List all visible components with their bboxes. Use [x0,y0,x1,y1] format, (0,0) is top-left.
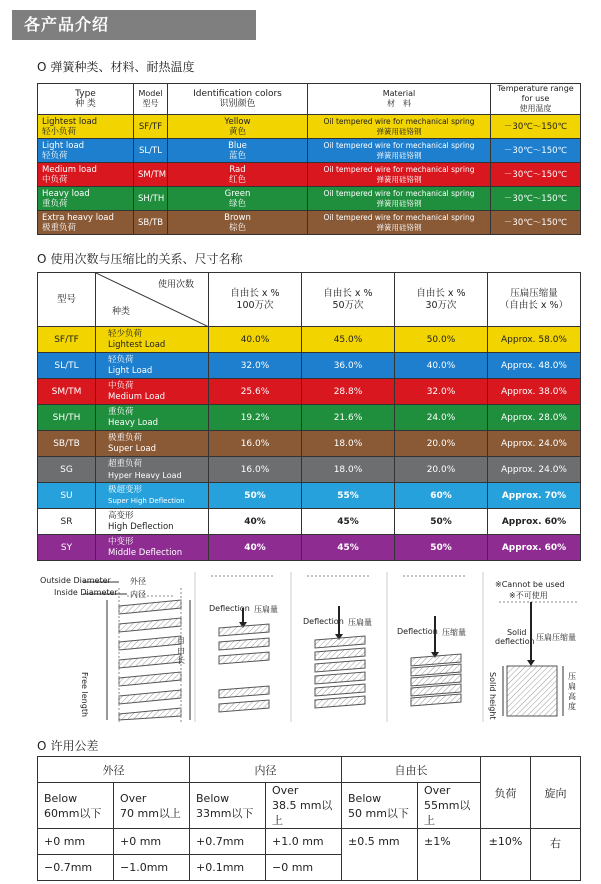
table-header-row [38,273,581,327]
spring-dimension-diagram [37,572,580,728]
solid-deflection-zh: 压扁压缩量 [536,633,576,642]
deflection-zh-1: 压扁量 [254,605,278,614]
deflection-label-1: Deflection [209,604,250,613]
table-row: SG 超重负荷 Hyper Heavy Load 16.0% 18.0% 20.0% Approx. 24.0% [38,457,581,483]
deflection-zh-2: 压扁量 [348,618,372,627]
outside-diameter-zh: 外径 [130,577,146,586]
cannot-be-used-label: ※Cannot be used [495,580,565,589]
header-30w: 自由长 x % 30万次 [395,273,488,327]
table-row: SU 极超变形 Super High Deflection 50% 55% 60% Approx. 70% [38,483,581,509]
free-length-label: Free length [80,672,89,718]
cannot-be-used-zh: ※不可使用 [509,591,548,600]
table-row: SY 中变形 Middle Deflection 40% 45% 50% Approx. 60% [38,535,581,561]
table-row: Heavy load 重负荷 SH/TH Green 绿色 Oil tempered wire for mechanical spring 弹簧用硅铬钢 －30℃～150℃ [38,187,581,211]
deflection-label-2: Deflection [303,617,344,626]
header-100w: 自由长 x % 100万次 [209,273,302,327]
spring-types-table [37,83,581,235]
inside-diameter-label: Inside Diameter [54,588,118,597]
solid-height-label: Solid height [488,672,497,720]
table-row: SH/TH 重负荷 Heavy Load 19.2% 21.6% 24.0% Approx. 28.0% [38,405,581,431]
header-inner: 内径 [190,757,342,783]
page-title: 各产品介绍 [24,15,110,34]
section3-title: O 许用公差 [37,739,99,753]
table-row: SR 高变形 High Deflection 40% 45% 50% Approx. 60% [38,509,581,535]
header-solid: 压扁压缩量 （自由长 x %） [488,273,581,327]
solid-deflection-label-2: deflection [495,637,535,646]
table-row: −0.7mm −1.0mm +0.1mm −0 mm [38,855,581,881]
inside-diameter-zh: 内径 [130,590,146,599]
solid-deflection-label: Solid [507,628,527,637]
table-subheader-row: Below 60mm以下 Over 70 mm以上 Below 33mm以下 Over 38.5 mm以上 Below 50 mm以下 Over 55mm以上 [38,783,581,829]
header-50w: 自由长 x % 50万次 [302,273,395,327]
header-model: 型号 [38,273,96,327]
table-row: Extra heavy load 极重负荷 SB/TB Brown 棕色 Oil tempered wire for mechanical spring 弹簧用硅铬钢 －30℃～150℃ [38,211,581,235]
header-temperature: Temperature range for use 使用温度 [491,84,581,115]
table-row: +0 mm +0 mm +0.7mm +1.0 mm ±0.5 mm ±1% ±10% 右 [38,829,581,855]
solid-height-zh: 压扁高度 [568,672,576,711]
table-row: Lightest load 轻小负荷 SF/TF Yellow 黄色 Oil tempered wire for mechanical spring 弹簧用硅铬钢 －30℃～150℃ [38,115,581,139]
header-model: Model 型号 [134,84,168,115]
spring-illustrations [37,572,580,728]
section2-title: O 使用次数与压缩比的关系、尺寸名称 [37,252,243,266]
compression-ratio-table [37,272,581,561]
header-colors: Identification colors 识别颜色 [168,84,308,115]
header-material: Material 材 料 [308,84,491,115]
table-row: SF/TF 轻少负荷 Lightest Load 40.0% 45.0% 50.0% Approx. 58.0% [38,327,581,353]
header-direction: 旋向 [531,757,581,829]
header-load: 负荷 [481,757,531,829]
table-row: SM/TM 中负荷 Medium Load 25.6% 28.8% 32.0% Approx. 38.0% [38,379,581,405]
table-row: Light load 轻负荷 SL/TL Blue 蓝色 Oil tempered wire for mechanical spring 弹簧用硅铬钢 －30℃～150℃ [38,139,581,163]
table-header-row [38,84,581,115]
header-outer: 外径 [38,757,190,783]
table-header-row [38,757,581,783]
page-header [12,10,256,40]
section1-title: O 弹簧种类、材料、耐热温度 [37,60,195,74]
table-row: SB/TB 极重负荷 Super Load 16.0% 18.0% 20.0% Approx. 24.0% [38,431,581,457]
deflection-label-3: Deflection [397,627,438,636]
table-row: SL/TL 轻负荷 Light Load 32.0% 36.0% 40.0% Approx. 48.0% [38,353,581,379]
deflection-zh-3: 压缩量 [442,628,466,637]
header-free-length: 自由长 [342,757,481,783]
table-row: Medium load 中负荷 SM/TM Rad 红色 Oil tempered wire for mechanical spring 弹簧用硅铬钢 －30℃～150℃ [38,163,581,187]
spring-free [119,600,181,720]
header-type: Type 种 类 [38,84,134,115]
header-diagonal: 使用次数 种类 [96,273,209,327]
tolerance-table [37,756,581,881]
outside-diameter-label: Outside Diameter [40,576,111,585]
free-length-zh: 自由长 [177,636,185,665]
